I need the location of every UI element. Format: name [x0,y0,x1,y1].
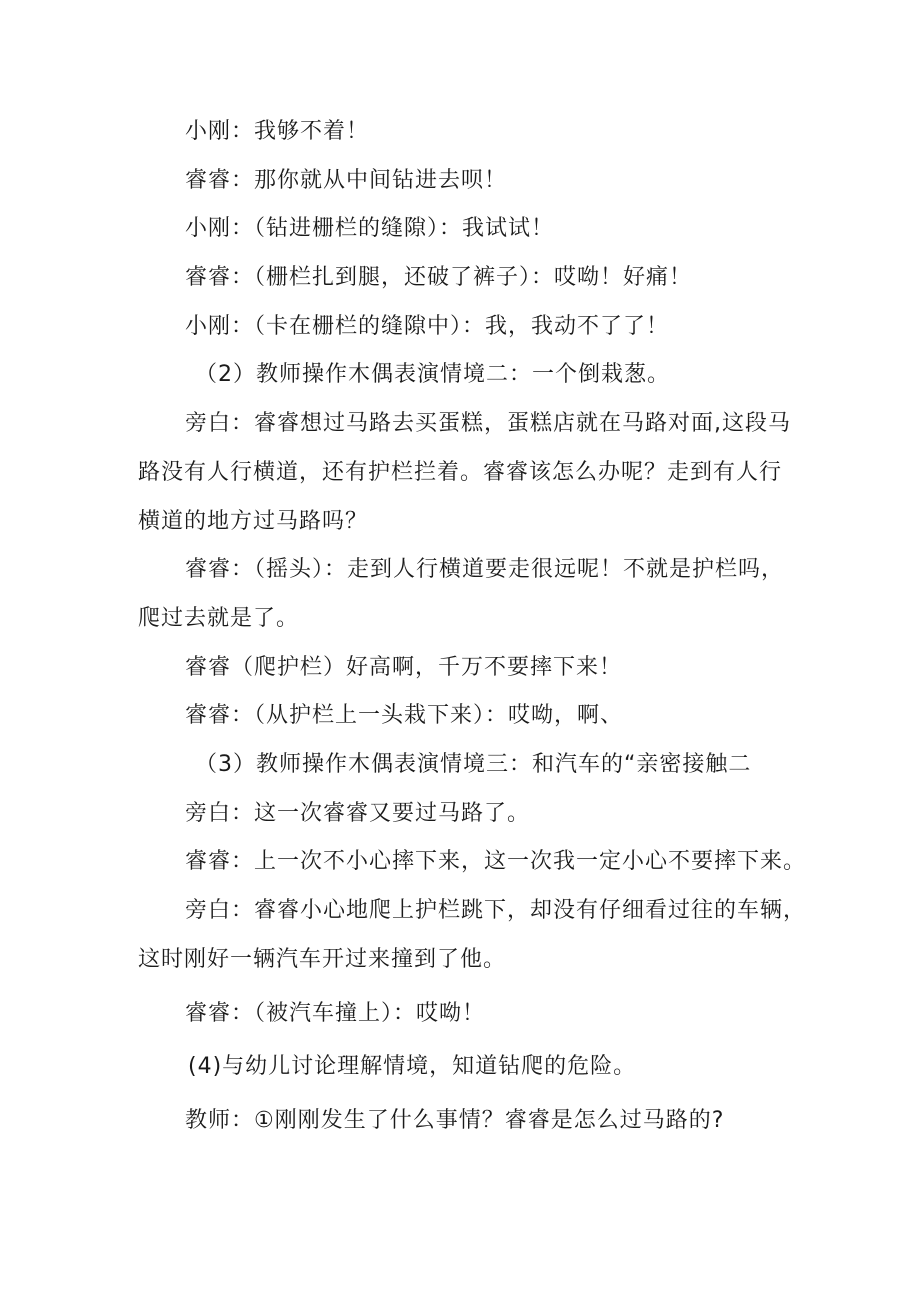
narration-line: 横道的地方过马路吗？ [138,509,369,534]
narration-line: 路没有人行横道，还有护栏拦着。睿睿该怎么办呢？走到有人行 [138,460,783,485]
dialogue-line: 睿睿：（被汽车撞上）：哎呦！ [185,1001,486,1026]
dialogue-line: 睿睿：（摇头）：走到人行横道要走很远呢！不就是护栏吗， [185,557,785,582]
narration-line: 旁白：睿睿小心地爬上护栏跳下，却没有仔细看过往的车辆， [185,898,807,923]
dialogue-line: 小刚：我够不着！ [185,119,370,144]
section-heading: （3）教师操作木偶表演情境三：和汽车的“亲密接触二 [195,752,752,777]
dialogue-line: 小刚：（钻进栅栏的缝隙）：我试试！ [185,216,555,241]
narration-line: 这时刚好一辆汽车开过来撞到了他。 [138,947,507,972]
dialogue-line: 睿睿：那你就从中间钻进去呗！ [185,168,508,193]
dialogue-line: 睿睿：（栅栏扎到腿，还破了裤子）：哎呦！好痛！ [185,265,693,290]
section-heading: (4)与幼儿讨论理解情境，知道钻爬的危险。 [188,1054,637,1079]
section-heading: （2）教师操作木偶表演情境二：一个倒栽葱。 [195,362,670,387]
dialogue-line: 睿睿（爬护栏）好高啊，千万不要摔下来！ [185,655,623,680]
dialogue-line: 爬过去就是了。 [138,606,300,631]
narration-line: 旁白：这一次睿睿又要过马路了。 [185,801,531,826]
dialogue-line: 小刚：（卡在栅栏的缝隙中）：我，我动不了了！ [185,314,670,339]
teacher-question-line: 教师：①刚刚发生了什么事情？睿睿是怎么过马路的? [185,1108,725,1133]
narration-line: 旁白：睿睿想过马路去买蛋糕，蛋糕店就在马路对面,这段马 [185,411,791,436]
dialogue-line: 睿睿：（从护栏上一头栽下来）：哎呦，啊、 [185,703,624,728]
dialogue-line: 睿睿：上一次不小心摔下来，这一次我一定小心不要摔下来。 [185,849,807,874]
